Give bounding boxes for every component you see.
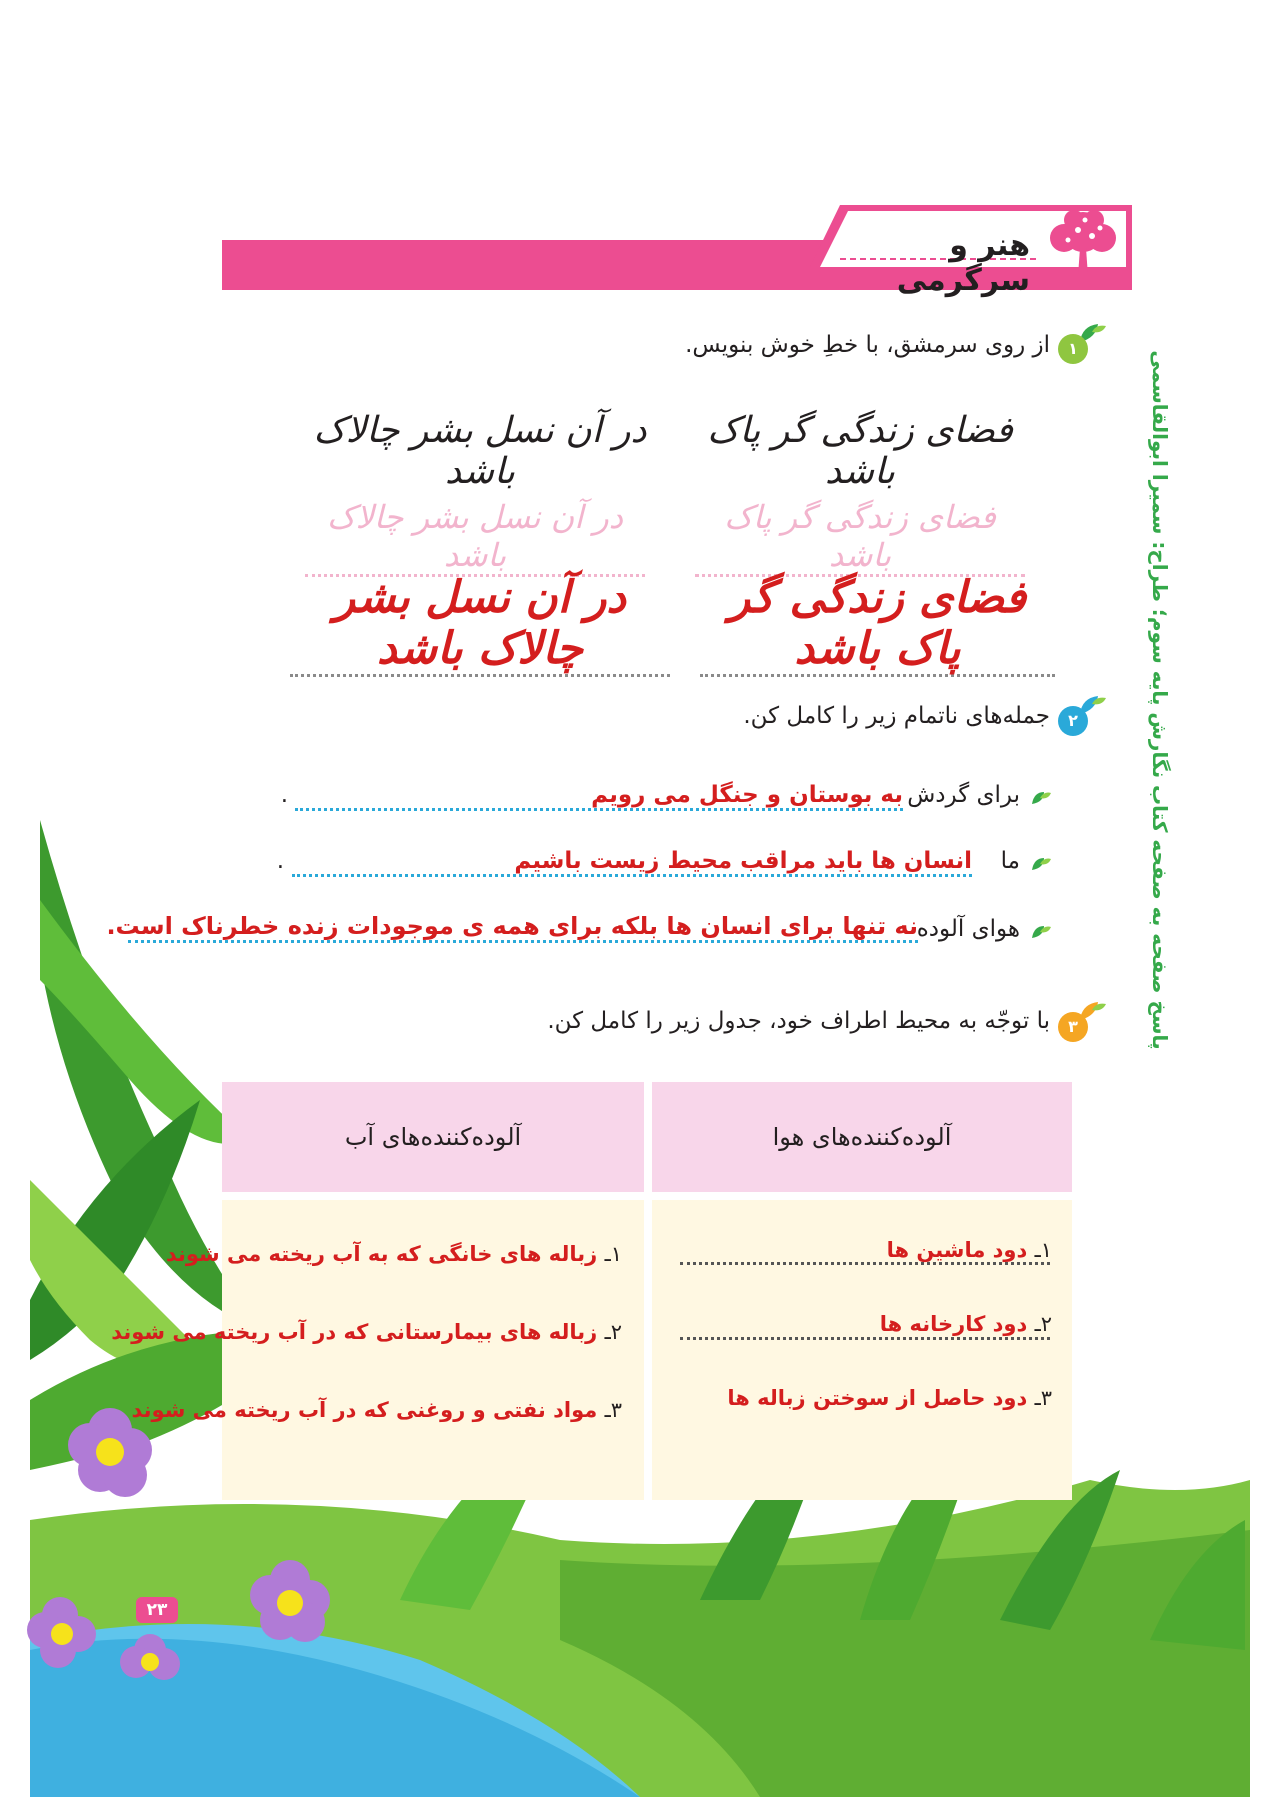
- answer-line-left[interactable]: در آن نسل بشر چالاک باشد: [290, 572, 670, 677]
- model-line-right: فضای زندگی گر پاک باشد: [707, 410, 1013, 492]
- side-credit: [1140, 350, 1180, 1050]
- sentence-1-label: برای گردش: [907, 782, 1020, 808]
- sentence-3-label: هوای آلوده: [916, 916, 1020, 942]
- q1-instruction: از روی سرمشق، با خطِ خوش بنویس.: [685, 332, 1050, 358]
- air-item-1-number: ۱ـ: [1034, 1238, 1052, 1262]
- air-item-3-number: ۳ـ: [1034, 1386, 1052, 1410]
- water-item-1[interactable]: [98, 1242, 622, 1266]
- air-item-1-text: دود ماشین ها: [886, 1238, 1028, 1262]
- sentence-1-answer[interactable]: به بوستان و جنگل می رویم: [295, 782, 903, 811]
- sentence-2-label: ما: [1000, 848, 1020, 874]
- bullet-icon: [1030, 790, 1052, 806]
- water-item-3-number: ۳ـ: [604, 1398, 622, 1422]
- q2-instruction: جمله‌های ناتمام زیر را کامل کن.: [743, 703, 1050, 729]
- air-item-3[interactable]: [680, 1386, 1052, 1410]
- air-item-2-number: ۲ـ: [1034, 1312, 1052, 1336]
- q2-number: ۲: [1058, 706, 1088, 736]
- sentence-3-answer[interactable]: نه تنها برای انسان ها بلکه برای همه ی موجودات زنده خطرناک است.: [128, 912, 918, 943]
- col-header-water-text: آلوده‌کننده‌های آب: [344, 1123, 522, 1151]
- sentence-2-answer[interactable]: انسان ها باید مراقب محیط زیست باشیم: [292, 848, 972, 877]
- air-item-2-text: دود کارخانه ها: [879, 1312, 1028, 1336]
- water-item-3[interactable]: [72, 1398, 622, 1422]
- q3-instruction: با توجّه به محیط اطراف خود، جدول زیر را کامل کن.: [547, 1008, 1050, 1034]
- col-header-air-text: آلوده‌کننده‌های هوا: [772, 1123, 952, 1151]
- air-item-3-text: دود حاصل از سوختن زباله ها: [727, 1386, 1028, 1410]
- trace-line-left: در آن نسل بشر چالاک باشد: [305, 498, 645, 577]
- col-header-water: [222, 1082, 644, 1192]
- water-item-1-text: زباله های خانگی که به آب ریخته می شوند: [165, 1242, 598, 1266]
- tree-icon: [1040, 208, 1126, 284]
- air-item-1[interactable]: [700, 1238, 1052, 1262]
- model-line-left: در آن نسل بشر چالاک باشد: [313, 410, 647, 492]
- page-number: ۲۳: [136, 1597, 178, 1623]
- water-item-2-number: ۲ـ: [604, 1320, 622, 1344]
- water-item-1-number: ۱ـ: [604, 1242, 622, 1266]
- air-dots-2: [680, 1337, 1050, 1340]
- q1-number: ۱: [1058, 334, 1088, 364]
- sentence-2-end: .: [276, 848, 284, 874]
- bullet-icon: [1030, 924, 1052, 940]
- water-item-3-text: مواد نفتی و روغنی که در آب ریخته می شوند: [131, 1398, 598, 1422]
- bullet-icon: [1030, 856, 1052, 872]
- section-title: هنر و سرگرمی: [896, 228, 1030, 298]
- q3-number: ۳: [1058, 1012, 1088, 1042]
- water-item-2[interactable]: [62, 1320, 622, 1344]
- side-credit-text: پاسخ صفحه به صفحه کتاب نگارش پایه سوم؛ طراح: سمیرا ابوالقاسمی: [1148, 350, 1172, 1050]
- air-dots-1: [680, 1262, 1050, 1265]
- answer-line-right[interactable]: فضای زندگی گر پاک باشد: [700, 572, 1055, 677]
- trace-line-right: فضای زندگی گر پاک باشد: [695, 498, 1025, 577]
- air-item-2[interactable]: [700, 1312, 1052, 1336]
- sentence-1-end: .: [280, 782, 288, 808]
- water-item-2-text: زباله های بیمارستانی که در آب ریخته می شوند: [111, 1320, 598, 1344]
- col-header-air: [652, 1082, 1072, 1192]
